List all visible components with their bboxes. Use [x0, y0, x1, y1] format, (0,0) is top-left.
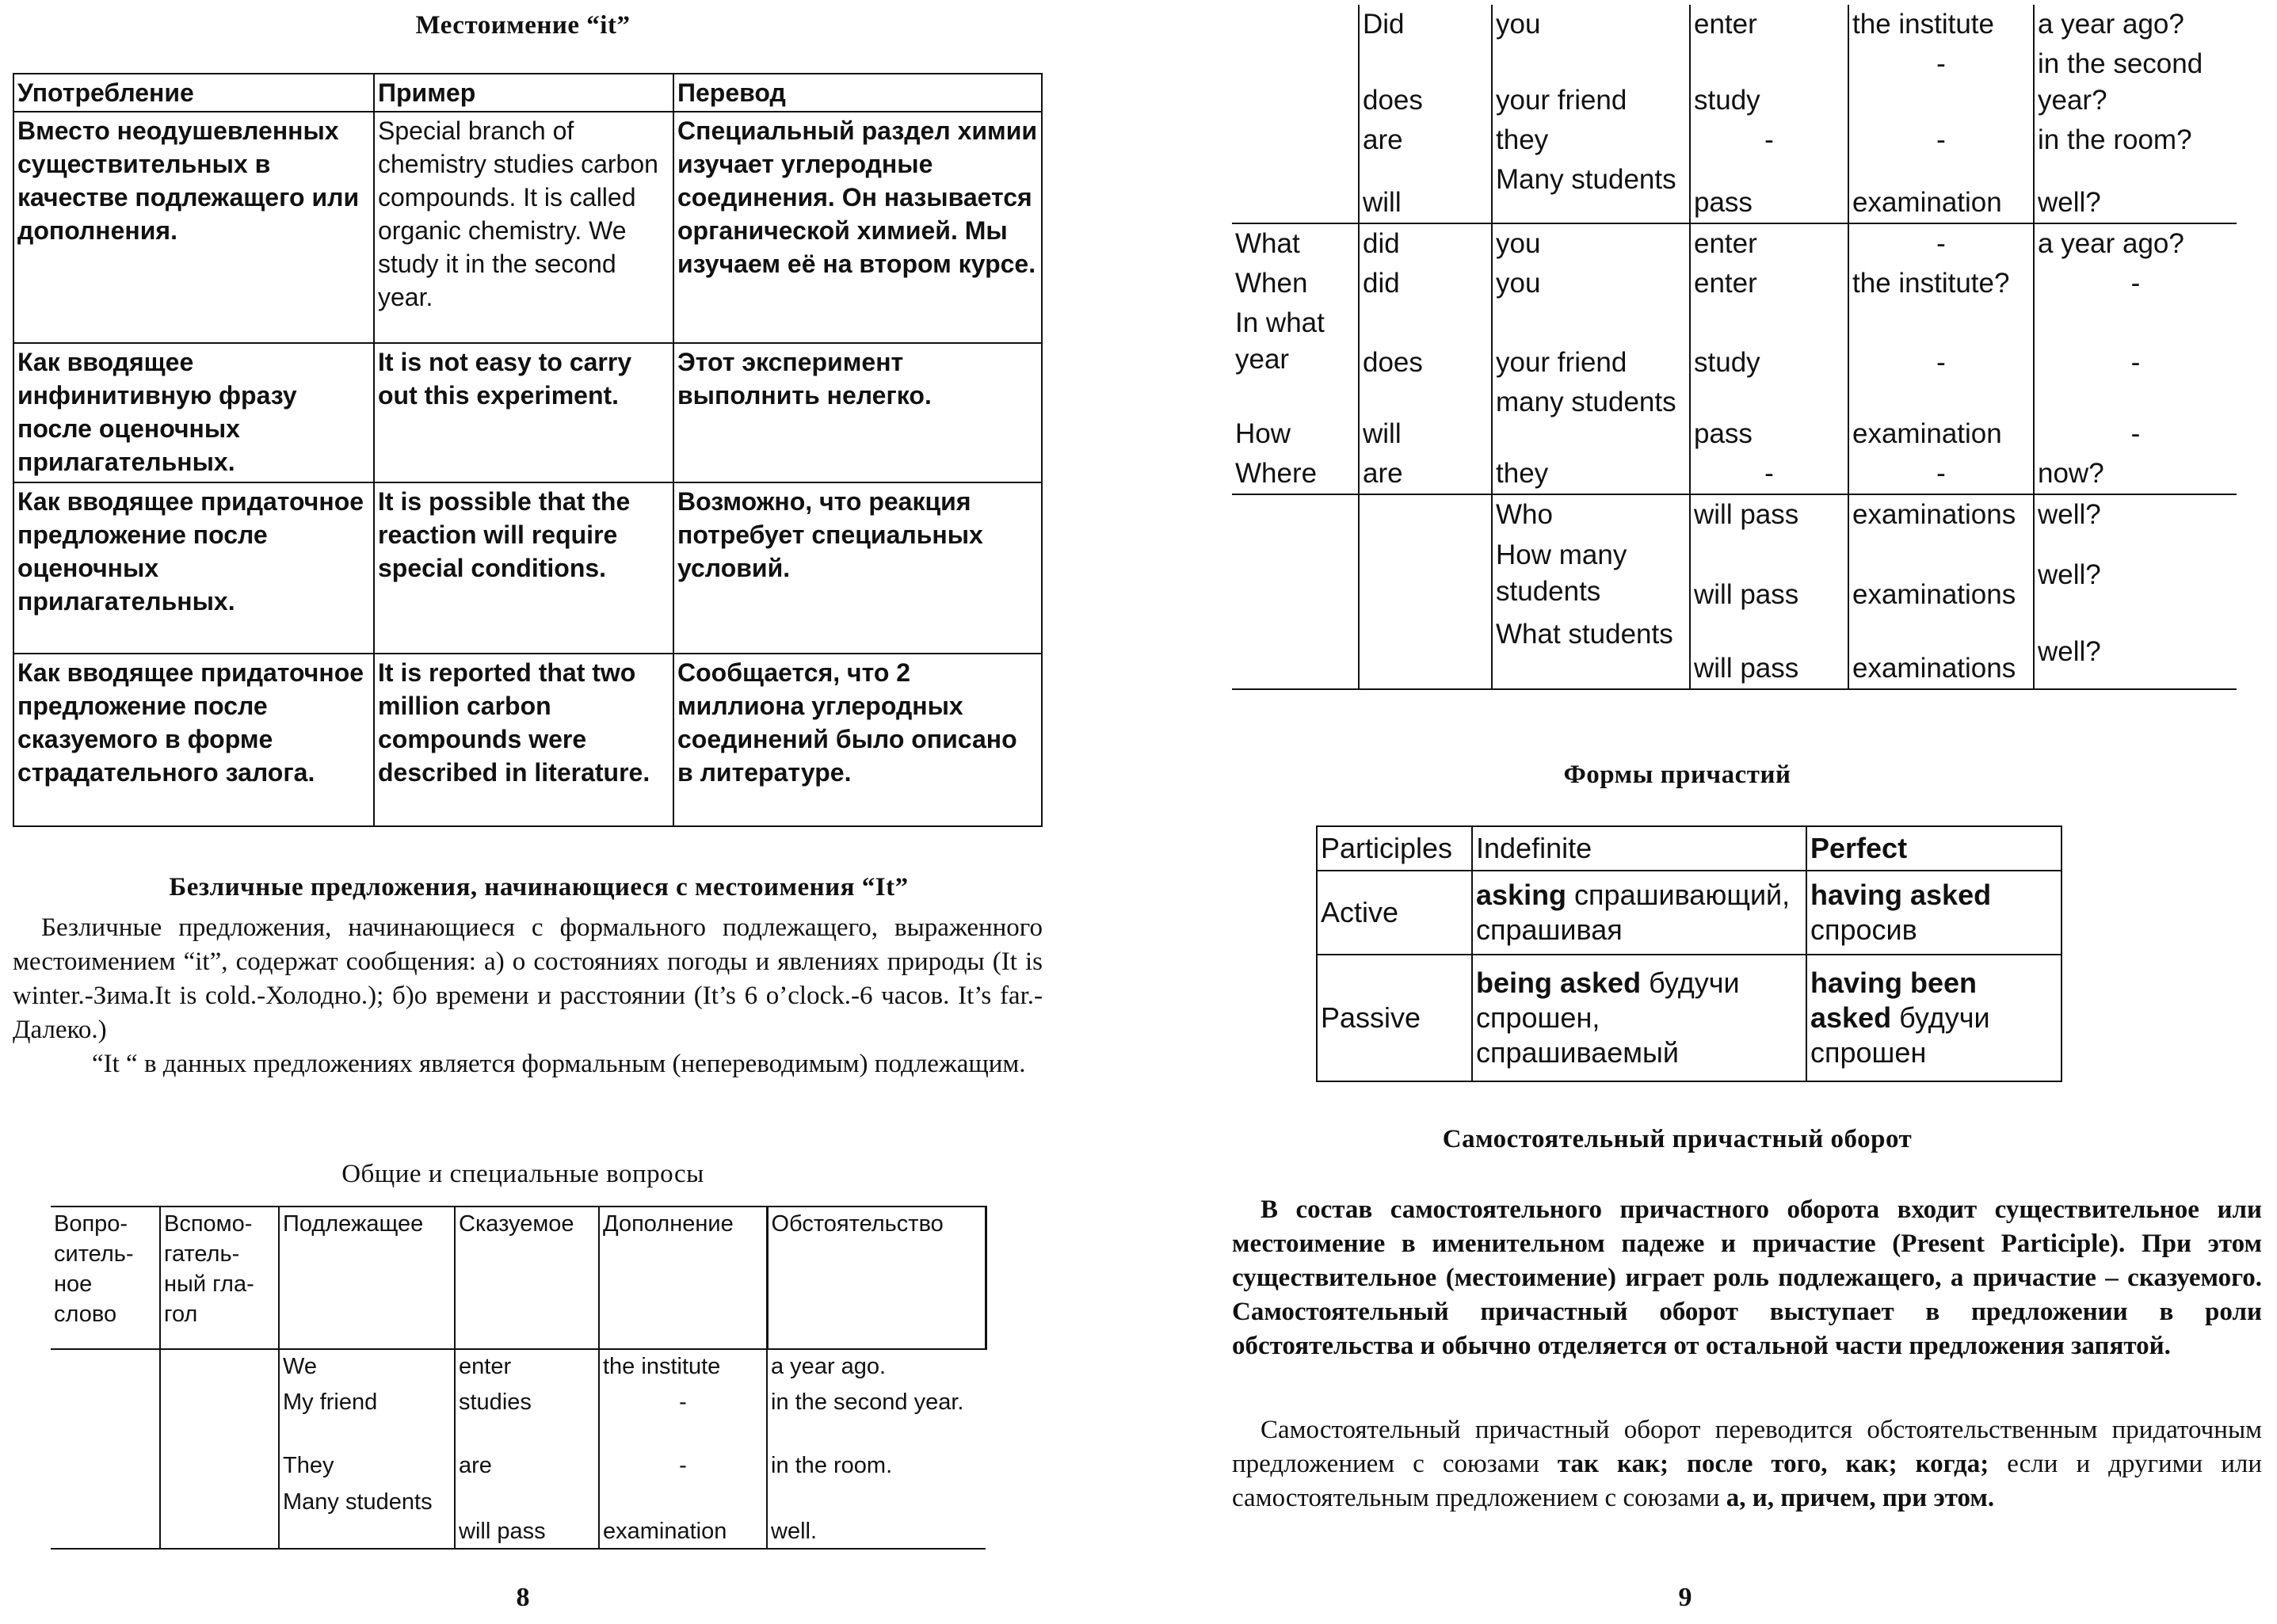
example-cell: It is not easy to carry out this experiment.	[374, 343, 673, 482]
table-row: Many students will pass examination well.	[51, 1485, 986, 1549]
row-label-passive: Passive	[1317, 955, 1472, 1081]
page-number: 8	[516, 1583, 530, 1612]
header-subject: Подлежащее	[279, 1207, 455, 1349]
header-object: Дополнение	[599, 1207, 767, 1349]
header-auxiliary: Вспомо-гатель-ный гла-гол	[160, 1207, 279, 1349]
table-row: How will many students pass examination -	[1232, 383, 2237, 454]
absolute-paragraph-2: Самостоятельный причастный оборот переводится обстоятельственным придаточным предложением с союзами так как; после того, как; когда; если и другими или самостоятельным предложением с союзами а, и, причем, при этом.	[1232, 1416, 2262, 1512]
table-row: How many students will pass examinations well?	[1232, 536, 2237, 615]
left-page	[0, 0, 1138, 1624]
table-row: are they - - in the room?	[1232, 120, 2237, 160]
table-row: Did you enter the institute a year ago?	[1232, 5, 2237, 44]
usage-cell: Как вводящее придаточное предложение после оценочных прилагательных.	[13, 482, 374, 654]
header-translation: Перевод	[673, 74, 1042, 112]
header-question-word: Вопро-ситель-ное слово	[51, 1207, 160, 1349]
header-perfect: Perfect	[1806, 826, 2062, 871]
active-perfect-cell: having asked спросив	[1806, 871, 2062, 955]
table-row	[1317, 955, 2062, 1081]
page-number: 9	[1678, 1583, 1692, 1612]
header-indefinite: Indefinite	[1472, 826, 1806, 871]
translation-cell: Этот эксперимент выполнить нелегко.	[673, 343, 1042, 482]
table-row	[1317, 871, 2062, 955]
table-row	[13, 112, 1042, 343]
example-cell: It is reported that two million carbon compounds were described in literature.	[374, 654, 673, 826]
table-row: What students will pass examinations well?	[1232, 615, 2237, 689]
header-adverbial: Обстоятельство	[767, 1207, 986, 1349]
table-row: We enter the institute a year ago.	[51, 1349, 986, 1386]
active-indefinite-cell: asking спрашивающий, спрашивая	[1472, 871, 1806, 955]
participles-title: Формы причастий	[1563, 761, 1791, 789]
table-row	[13, 482, 1042, 654]
questions-table-part2	[1232, 5, 2237, 690]
header-example: Пример	[374, 74, 673, 112]
table-row: Who will pass examinations well?	[1232, 494, 2237, 536]
translation-cell: Возможно, что реакция потребует специальных условий.	[673, 482, 1042, 654]
it-usage-table	[13, 73, 1043, 827]
table-row: My friend studies - in the second year.	[51, 1386, 986, 1449]
absolute-paragraph-1: В состав самостоятельного причастного оборота входит существительное или местоимение в именительном падеже и причастие (Present Participle). При этом существительное (местоимение) играет роль подлежащего, а причастие – сказуемого. Самостоятельный причастный оборот выступает в предложении в роли обстоятельства и обычно отделяется от остальной части предложения запятой.	[1232, 1195, 2262, 1360]
absolute-construction-title: Самостоятельный причастный оборот	[1442, 1125, 1913, 1153]
section-title-it: Местоимение “it”	[415, 11, 631, 40]
passive-perfect-cell: having been asked будучи спрошен	[1806, 955, 2062, 1081]
table-header-row	[51, 1207, 986, 1349]
table-row: will Many students pass examination well?	[1232, 160, 2237, 223]
passive-indefinite-cell: being asked будучи спрошен, спрашиваемый	[1472, 955, 1806, 1081]
example-cell: It is possible that the reaction will require special conditions.	[374, 482, 673, 654]
table-row: Where are they - - now?	[1232, 454, 2237, 494]
table-row: In what year does your friend study - -	[1232, 303, 2237, 383]
table-row	[13, 343, 1042, 482]
impersonal-note: “It “ в данных предложениях является формальным (непереводимым) подлежащим.	[92, 1050, 1026, 1078]
usage-cell: Как вводящее придаточное предложение после сказуемого в форме страдательного залога.	[13, 654, 374, 826]
row-label-active: Active	[1317, 871, 1472, 955]
header-usage: Употребление	[13, 74, 374, 112]
example-cell: Special branch of chemistry studies carbon compounds. It is called organic chemistry. We study it in the second year.	[374, 112, 673, 343]
impersonal-paragraph: Безличные предложения, начинающиеся с формального подлежащего, выраженного местоимением “it”, содержат сообщения: а) о состояниях погоды и явлениях природы (It is winter.-Зима.It is cold.-Холодно.); б)о времени и расстоянии (It’s 6 o’clock.-6 часов. It’s far.- Далеко.)	[13, 913, 1043, 1044]
header-predicate: Сказуемое	[455, 1207, 599, 1349]
translation-cell: Сообщается, что 2 миллиона углеродных соединений было описано в литературе.	[673, 654, 1042, 826]
participles-table	[1316, 825, 2062, 1082]
questions-title: Общие и специальные вопросы	[341, 1160, 704, 1188]
usage-cell: Вместо неодушевленных существительных в качестве подлежащего или дополнения.	[13, 112, 374, 343]
table-row: When did you enter the institute? -	[1232, 264, 2237, 303]
questions-table-part1	[51, 1206, 987, 1550]
table-row: What did you enter - a year ago?	[1232, 223, 2237, 264]
translation-cell: Специальный раздел химии изучает углеродные соединения. Он называется органической химией. Мы изучаем её на втором курсе.	[673, 112, 1042, 343]
right-page	[1138, 0, 2277, 1624]
header-participles: Participles	[1317, 826, 1472, 871]
table-row	[13, 654, 1042, 826]
impersonal-title: Безличные предложения, начинающиеся с местоимения “It”	[169, 873, 909, 902]
table-header-row	[13, 74, 1042, 112]
table-row: does your friend study - in the second year?	[1232, 44, 2237, 120]
table-header-row	[1317, 826, 2062, 871]
usage-cell: Как вводящее инфинитивную фразу после оценочных прилагательных.	[13, 343, 374, 482]
table-row: They are - in the room.	[51, 1449, 986, 1485]
